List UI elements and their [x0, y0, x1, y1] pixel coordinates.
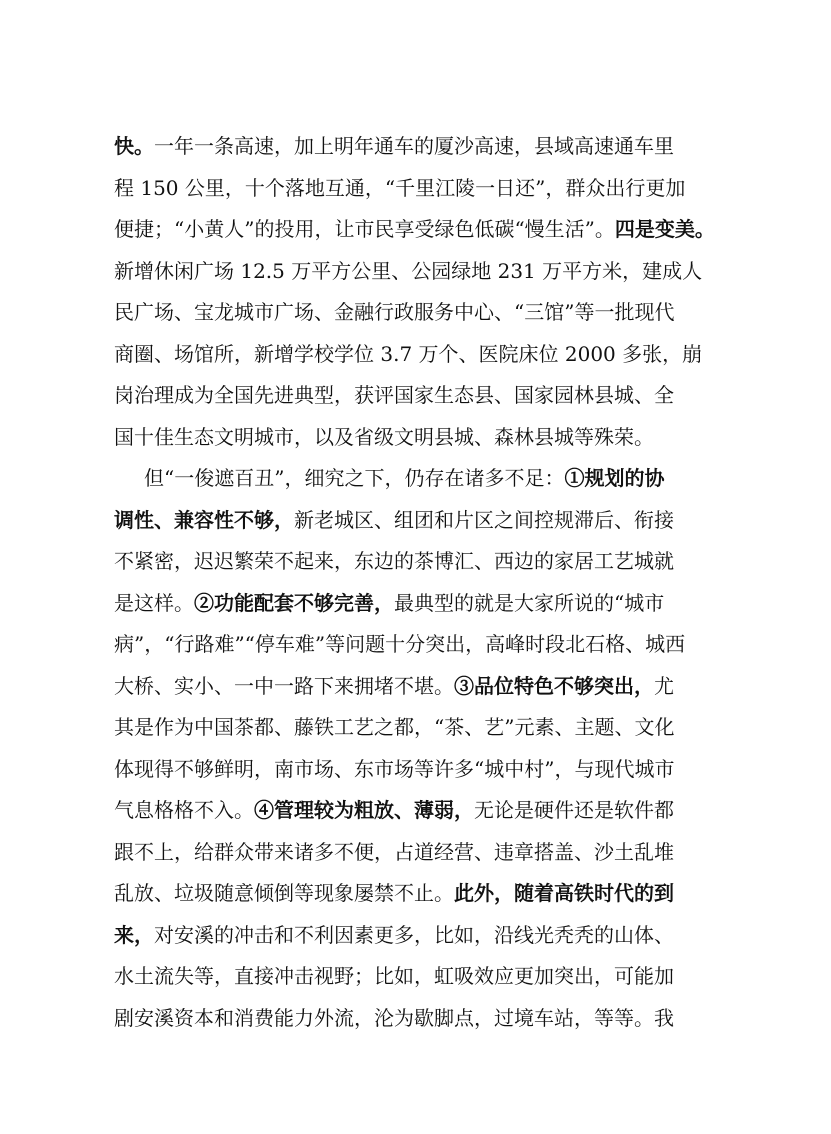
text-run: 对安溪的冲击和不利因素更多，比如，沿线光秃秃的山体、	[154, 922, 674, 947]
text-run: 一年一条高速，加上明年通车的厦沙高速，县域高速通车里	[154, 134, 674, 158]
text-line	[114, 998, 718, 1040]
text-run: 其是作为中国茶都、藤铁工艺之都，“茶、艺”元素、主题、文化	[114, 715, 675, 739]
text-run: 不紧密，迟迟繁荣不起来，东边的茶博汇、西边的家居工艺城就	[114, 549, 674, 573]
text-line	[114, 583, 718, 625]
text-run: 新老城区、组团和片区之间控规滞后、衔接	[294, 507, 674, 532]
text-line	[114, 334, 718, 376]
text-run: 尤	[654, 673, 674, 698]
bold-text-run: ③品位特色不够突出，	[454, 673, 654, 698]
text-line	[114, 624, 718, 666]
text-line	[114, 168, 718, 210]
bold-text-run: 快。	[114, 134, 154, 158]
bold-text-run: 调性、兼容性不够，	[114, 507, 294, 532]
text-line	[114, 956, 718, 998]
text-run: 民广场、宝龙城市广场、金融行政服务中心、“三馆”等一批现代	[114, 300, 675, 324]
text-line	[114, 417, 718, 459]
bold-text-run: ②功能配套不够完善，	[194, 590, 394, 615]
text-line	[114, 790, 718, 832]
text-run: 跟不上，给群众带来诸多不便，占道经营、违章搭盖、沙土乱堆	[114, 839, 674, 864]
text-line	[114, 375, 718, 417]
text-run: 体现得不够鲜明，南市场、东市场等许多“城中村”，与现代城市	[114, 756, 675, 781]
text-run: 病”，“行路难”“停车难”等问题十分突出，高峰时段北石格、城西	[114, 632, 686, 656]
text-line	[114, 832, 718, 874]
text-run: 程 150 公里，十个落地互通，“千里江陵一日还”，群众出行更加	[114, 175, 686, 200]
paragraph-start-line	[114, 458, 718, 500]
text-run: 新增休闲广场 12.5 万平方公里、公园绿地 231 万平方米，建成人	[114, 258, 703, 283]
text-run: 是这样。	[114, 590, 194, 615]
bold-text-run: ④管理较为粗放、薄弱，	[254, 798, 474, 822]
text-line	[114, 749, 718, 791]
text-line	[114, 541, 718, 583]
text-run: 商圈、场馆所，新增学校学位 3.7 万个、医院床位 2000 多张，崩	[114, 341, 703, 366]
text-line	[114, 251, 718, 293]
bold-text-run: 四是变美。	[614, 217, 715, 241]
text-run: 最典型的就是大家所说的“城市	[394, 590, 665, 615]
bold-text-run: 来，	[114, 922, 154, 947]
text-line	[114, 873, 718, 915]
text-run: 剧安溪资本和消费能力外流，沦为歇脚点，过境车站，等等。我	[114, 1005, 674, 1030]
text-run: 乱放、垃圾随意倾倒等现象屡禁不止。	[114, 881, 454, 905]
text-run: 但“一俊遮百丑”，细究之下，仍存在诸多不足：	[144, 466, 565, 490]
text-run: 国十佳生态文明城市，以及省级文明县城、森林县城等殊荣。	[114, 424, 654, 449]
text-run: 水土流失等，直接冲击视野；比如，虹吸效应更加突出，可能加	[114, 964, 674, 988]
text-run: 岗治理成为全国先进典型，获评国家生态县、国家园林县城、全	[114, 383, 674, 407]
text-run: 大桥、实小、一中一路下来拥堵不堪。	[114, 673, 454, 698]
text-run: 无论是硬件还是软件都	[474, 798, 674, 822]
text-run: 便捷；“小黄人”的投用，让市民享受绿色低碳“慢生活”。	[114, 217, 615, 241]
text-line	[114, 915, 718, 957]
bold-text-run: ①规划的协	[564, 466, 665, 490]
text-line	[114, 666, 718, 708]
text-run: 气息格格不入。	[114, 798, 254, 822]
text-line	[114, 209, 718, 251]
bold-text-run: 此外，随着高铁时代的到	[454, 881, 674, 905]
body-text	[114, 126, 718, 1039]
text-line	[114, 126, 718, 168]
text-line	[114, 292, 718, 334]
text-line	[114, 500, 718, 542]
text-line	[114, 707, 718, 749]
